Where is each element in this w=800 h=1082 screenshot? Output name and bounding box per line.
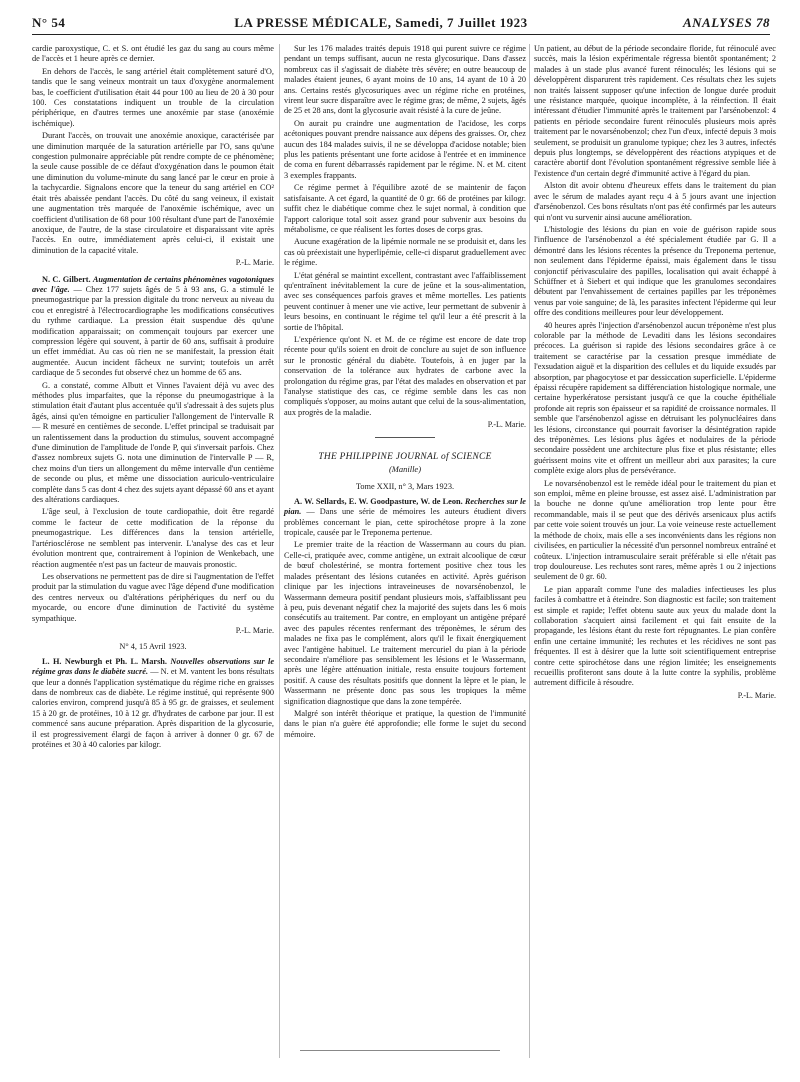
paragraph: cardie paroxystique, C. et S. ont étudié les gaz du sang au cours même de l'accès et 1 heure après ce dernier. bbox=[32, 44, 274, 64]
paragraph: Alston dit avoir obtenu d'heureux effets dans le traitement du pian avec le sérum de malades ayant reçu 4 à 5 jours avant une injection d'arsénobenzol. Ces bons résultats n'ont pas été confirmés par les auteurs qui n'ont vu survenir ainsi aucune amélioration. bbox=[534, 181, 776, 222]
paragraph: En dehors de l'accès, le sang artériel était complètement saturé d'O, tandis que le sang veineux montrait un taux d'oxygène anormalement bas, le coefficient d'utilisation était 44 pour 100 au lieu de 20 à 30 pour 100. Ces constatations indiquent un trouble de la circulation périphérique, en d'autres termes une anoxémie par stase (anoxémie ischémique). bbox=[32, 66, 274, 128]
article-author: L. H. Newburgh et Ph. L. Marsh. bbox=[42, 656, 167, 666]
journal-city: (Manille) bbox=[388, 464, 422, 475]
article-sellards bbox=[284, 497, 526, 539]
issue-heading: Tome XXII, n° 3, Mars 1923. bbox=[355, 482, 455, 492]
paragraph: Aucune exagération de la lipémie normale ne se produisit et, dans les cas où préexistait une hyperlipémie, celle-ci disparut graduellement avec le régime. bbox=[284, 237, 526, 268]
paragraph: Le novarsénobenzol est le remède idéal pour le traitement du pian et son emploi, même en pleine brousse, est assez aisé. L'administration par la bouche ne donne qu'une amélioration trop lente pour être recommandable, mais il se peut que des dérivés arsenicaux plus actifs par cette voie soient trouvés un jour. La voie veineuse reste actuellement la méthode de choix, mais elle a ses inconvénients dans les régions non civilisées, en particulier la nécessité d'un personnel nombreux entraîné et coûteux. L'injection intramusculaire serait préférable si elle n'était pas trop douloureuse. Les rechutes sont rares, même après 1 ou 2 injections seulement de 0 gr. 60. bbox=[534, 478, 777, 582]
section-name: ANALYSES bbox=[682, 15, 753, 30]
paragraph: Le premier traite de la réaction de Wassermann au cours du pian. Celle-ci, pratiquée avec, comme antigène, un extrait alcoolique de cœur de bœuf cholestériné, se montra fortement positive chez tous les malades présentant des lésions cutanées en activité. Après guérison clinique par les injections intraveineuses de novarsénobenzol, le Wassermann demeura positif pendant plusieurs mois, s'affaiblissant peu à peu, puis devenant négatif chez la majorité des sujets dans les 6 mois consécutifs au traitement. Par contre, en employant un antigène préparé avec des papules récentes renfermant des tréponèmes, le sérum des malades ne fixa pas le complément, alors qu'il le fixait énergiquement avec l'antigène habituel. Le traitement mercuriel du pian à la période secondaire n'améliore pas sensiblement les lésions et le Wassermann, après une légère atténuation initiale, resta ensuite toujours fortement positif. A cause des résultats positifs que donnent la lèpre et le pian, le Wassermann ne présente donc pas sous les tropiques la même signification diagnostique que dans la zone tempérée. bbox=[284, 540, 526, 706]
article-author: A. W. Sellards, E. W. Goodpasture, W. de Leon. bbox=[294, 496, 463, 506]
paragraph: On aurait pu craindre une augmentation de l'acidose, les corps acétoniques pouvant prendre naissance aux dépens des graisses. Or, chez aucun des 184 malades suivis, il ne se développa d'acidose notable; bien plus les patients présentant une forte acidose à l'entrée et en imminence de coma en furent débarrassés rapidement par le régime. N. et M. citent 3 exemples frappants. bbox=[284, 118, 526, 180]
paragraph: Le pian apparaît comme l'une des maladies infectieuses les plus faciles à combattre et à éteindre. Son diagnostic est facile; son traitement est simple et rapide; l'effet obtenu saute aux yeux du malade dont la collaboration s'acquiert ainsi facilement et qui fait ensuite de la propagande, les lésions étant du reste fort répugnantes. Le pian confère enfin une certaine immunité; les rechutes et les récidives ne sont pas fréquentes. Il est à désirer que la lutte soit scientifiquement entreprise contre cette spirochétose dans une région limitée; les enseignements recueillis profiteront sans doute à la lutte contre la syphilis, problème autrement difficile à résoudre. bbox=[534, 584, 776, 688]
journal-title: LA PRESSE MÉDICALE, Samedi, 7 Juillet 1923 bbox=[234, 15, 528, 30]
paragraph: L'expérience qu'ont N. et M. de ce régime est encore de date trop récente pour qu'ils soient en droit de conclure au sujet de son influence sur le pronostic général du diabète. Toutefois, à en juger par la conservation de la tolérance aux hydrates de carbone avec la prolongation du régime gras, par l'état des malades en observation et par l'analyse statistique des cas, ce régime semble dans les cas non compliqués s'opposer, au moins autant que celui de la sous-alimentation, aux progrès de la maladie. bbox=[284, 334, 526, 417]
paragraph: Un patient, au début de la période secondaire floride, fut réinoculé avec succès, mais la lésion expérimentale régressa bientôt spontanément; 2 malades à un stade plus avancé furent réinoculés; les lésions qui se développèrent disparurent très rapidement. Ces résultats chez les sujets non traités laissent supposer qu'une infection de longue durée produit une résistance marquée, quoique incomplète, à la réinfection. Il était intéressant d'étudier l'immunité après le traitement par l'arsénobenzol: 4 patients en période secondaire furent réinoculés plusieurs mois après traitement par le novarsénobenzol; chez l'un d'eux, infecté depuis 3 mois seulement, se produisit un granulome typique; chez les 3 autres, infectés depuis plus longtemps, se développèrent des réactions atypiques et de caractère abortif dont l'évolution spontanément régressive semble liée à l'existence d'un certain degré d'immunité active à l'égard du pian. bbox=[534, 44, 776, 178]
column-divider bbox=[279, 44, 280, 1058]
article-author: N. C. Gilbert. bbox=[42, 274, 91, 284]
paragraph: 40 heures après l'injection d'arsénobenzol aucun tréponème n'est plus colorable par la méthode de Levaditi dans les lésions secondaires précoces. La guérison si rapide des lésions secondaires grâce à ce traitement se caractérise par la cessation presque immédiate de l'exsudation aiguë et la disparition des cellules et du liquide exsudés par absorption, par phagocytose et par dessiccation superficielle. L'épiderme épaissi récupère rapidement sa différenciation histologique normale, une certaine hyperkératose persistant jusqu'à ce que la couche épithéliale profonde ait repris son épaisseur et sa rapidité de croissance normales. Il semble que l'arsénobenzol agisse en détruisant les polynucléaires dans les lésions, circonstance qui pourrait favoriser la désintégration rapide des tréponèmes. Les lésions plus âgées et nodulaires de la période secondaire possèdent une architecture plus fixe et plus résistante; elles guérissent moins vite et offrent un meilleur abri aux parasites; la cure complète exige alors plus de persévérance. bbox=[534, 320, 776, 476]
paragraph: L'état général se maintint excellent, contrastant avec l'affaiblissement qu'entraînent inévitablement la cure de jeûne et la sous-alimentation, avec ses conséquences parfois graves et même mortelles. Les patients peuvent continuer à mener une vie active, leur permettant de subvenir à leurs besoins, en continuant le régime tel qu'il leur a été prescrit à la sortie de l'hôpital. bbox=[284, 270, 526, 332]
section-label bbox=[650, 15, 770, 31]
footer-rule bbox=[300, 1050, 500, 1051]
paragraph: G. a constaté, comme Albutt et Vinnes l'avaient déjà vu avec des méthodes plus imparfaites, que la réponse du pneumogastrique à la stimulation était d'autant plus accentuée qu'il s'adressait à des sujets plus âgés, ainsi qu'en témoigne en particulier l'allongement de l'intervalle R — R mesuré en centièmes de seconde. L'effet principal se traduisait par un ralentissement dans la production du stimulus, souvent accompagné d'une diminution de l'amplitude de l'onde P, qui s'inversait parfois. Chez d'assez nombreux sujets G. nota une diminution de l'intervalle P — R, chez moins d'un tiers un allongement du même intervalle d'un centième de seconde ou plus, et même une dissociation auriculo-ventriculaire complète dans 5 cas dont 4 chez des sujets ayant dépassé 60 ans et ayant des altérations cardiaques. bbox=[32, 380, 274, 505]
issue-heading: N° 4, 15 Avril 1923. bbox=[119, 642, 187, 652]
signature: P.-L. Marie. bbox=[235, 625, 274, 635]
paragraph: L'histologie des lésions du pian en voie de guérison rapide sous l'influence de l'arsénobenzol a été spécialement étudiée par G. Il a démontré dans les lésions récentes la présence du Treponema pertenue, non seulement dans l'épiderme épaissi, mais également dans le tissu conjonctif périvasculaire des papilles, localisation qui avait échappé à Schüffner et à Siebert et qui indique que les granulomes secondaires débutent par l'envahissement de certaines papilles par les tréponèmes venus par voie sanguine; de là, les parasites infectent l'épiderme qui leur offre des conditions meilleures pour leur développement. bbox=[534, 224, 776, 318]
paragraph: Les observations ne permettent pas de dire si l'augmentation de l'effet produit par la stimulation du vague avec l'âge dépend d'une modification des centres nerveux ou d'altérations périphériques du nerf ou du myocarde, ou encore d'une diminution de l'activité du système sympathique. bbox=[32, 571, 274, 623]
signature: P.-L. Marie. bbox=[487, 420, 526, 430]
column-2 bbox=[284, 44, 526, 742]
paragraph: Malgré son intérêt théorique et pratique, la question de l'immunité dans le pian n'a guère été approfondie; elle forme le sujet du second mémoire. bbox=[284, 708, 526, 739]
separator bbox=[375, 437, 435, 438]
paragraph: Durant l'accès, on trouvait une anoxémie anoxique, caractérisée par une diminution marquée de la saturation artérielle par l'O, sans qu'une congestion pulmonaire appréciable pût rendre compte de ce phénomène; la seule cause possible de ce défaut d'oxygénation dans le poumon était une diminution du volume-minute du sang lancé par le cœur en proie à la tachycardie. Signalons encore que la teneur du sang artériel en CO² était très abaissée pendant l'accès. Du côté du sang veineux, il existait une augmentation très marquée de l'anoxémie ischémique, avec un coefficient d'utilisation de 68 pour 100 résultant d'une part de l'anoxémie anoxique, de l'autre, de la stase circulatoire et disparaissant vite après l'accès. En outre, immédiatement après celui-ci, il existait une diminution de la capacité vitale. bbox=[32, 131, 274, 255]
column-3 bbox=[534, 44, 776, 707]
paragraph: — Chez 177 sujets âgés de 5 à 93 ans, G. a stimulé le pneumogastrique par la pression digitale du tronc nerveux au niveau du cou et enregistré à l'électrocardiographe les modifications consécutives du rythme cardiaque. La pression était suspendue dès qu'une modification apparaissait; on commençait toujours par exercer une compression légère qui souvent, à partir de 60 ans, suffisait à produire un effet immédiat. Au cas où rien ne se manifestait, la pression était augmentée. Aucun incident fâcheux ne survint; toutefois un arrêt cardiaque de 5 secondes fut observé chez un homme de 65 ans. bbox=[32, 284, 275, 378]
journal-heading: THE PHILIPPINE JOURNAL of SCIENCE bbox=[318, 451, 492, 462]
paragraph: Sur les 176 malades traités depuis 1918 qui purent suivre ce régime pendant un temps suffisant, aucun ne resta glycosurique. Dans d'assez nombreux cas il s'agissait de diabète très sévère; en outre beaucoup de malades étaient jeunes, 6 ayant moins de 10 ans, 14 ayant de 10 à 20 ans. Certains restés glycosuriques avec un régime riche en protéines, virent leur sucre disparaître avec le régime gras; de même, 2 sujets, âgés de 25 et 28 ans, dont la glycosurie avait résisté à la cure de jeûne. bbox=[284, 44, 526, 116]
signature: P.-L. Marie. bbox=[235, 258, 274, 268]
column-1 bbox=[32, 44, 274, 752]
issue-number: N° 54 bbox=[32, 15, 66, 30]
paragraph: Ce régime permet à l'équilibre azoté de se maintenir de façon satisfaisante. A cet égard, la quantité de 0 gr. 66 de protéines par kilogr. suffit chez le diabétique comme chez le sujet normal, à condition que l'apport calorique total soit assez grand pour subvenir aux besoins du métabolisme, ce que réalisent les fortes doses de corps gras. bbox=[284, 183, 526, 234]
article-gilbert bbox=[32, 275, 274, 379]
column-divider bbox=[529, 44, 530, 1058]
article-title: Recherches sur le pian. bbox=[284, 496, 526, 517]
article-title: Nouvelles observations sur le régime gras dans le diabète sucré. bbox=[32, 656, 274, 677]
paragraph: L'âge seul, à l'exclusion de toute cardiopathie, doit être regardé comme le facteur de cette modification de la réponse du pneumogastrique. Les différences dans la tension artérielle, l'artériosclérose ne semblent pas intervenir. L'analyse des cas et leur évolution montrent que, contrairement à l'opinion de Wenkebach, une réaction augmentée n'est pas un facteur de mauvais pronostic. bbox=[32, 507, 274, 569]
article-newburgh bbox=[32, 657, 274, 751]
article-title: Augmentation de certains phénomènes vagotoniques avec l'âge. bbox=[32, 274, 274, 294]
signature: P.-L. Marie. bbox=[737, 690, 776, 700]
page-header bbox=[32, 12, 770, 35]
paragraph: — N. et M. vantent les bons résultats que leur a donnés l'application systématique du régime riche en graisses dans de nombreux cas de diabète. Le régime institué, qui représente 900 calories environ, comprend jusqu'à 85 à 95 gr. de graisses, et seulement 15 à 20 gr. de protéines, 10 à 12 gr. d'hydrates de carbone par jour. Il est commencé sans aucune préparation. Après disparition de la glycosurie, il est progressivement élargi de façon à arriver à donner 0 gr. 67 de protéines et 30 à 40 calories par kilogr. bbox=[32, 667, 275, 749]
paragraph: — Dans une série de mémoires les auteurs étudient divers problèmes concernant le pian, cette spirochétose propre à la zone tropicale, causée par le Treponema pertenue. bbox=[284, 507, 527, 538]
page-number: 78 bbox=[756, 15, 770, 30]
